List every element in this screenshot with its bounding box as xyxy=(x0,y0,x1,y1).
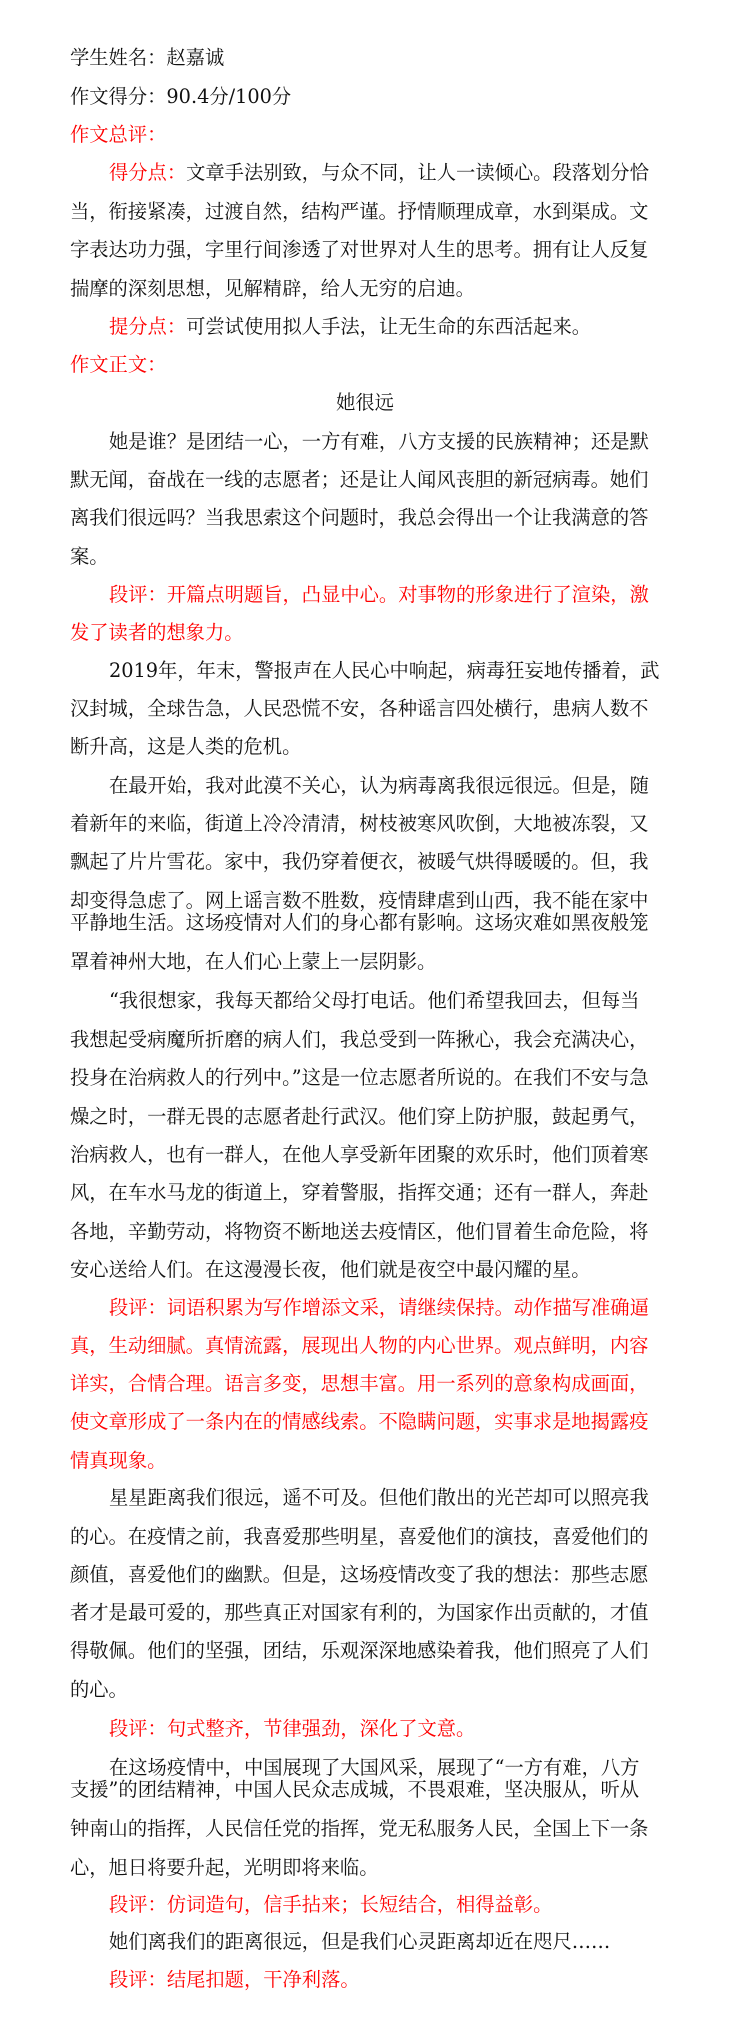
essay-text-line: 平静地生活。这场疫情对人们的身心都有影响。这场灾难如黑夜般笼 xyxy=(70,911,649,934)
strengths-line-3: 字表达功力强，字里行间渗透了对世界对人生的思考。拥有让人反复 xyxy=(70,238,649,261)
essay-text-line: 钟南山的指挥，人民信任党的指挥，党无私服务人民，全国上下一条 xyxy=(70,1817,649,1840)
essay-text-line: 她是谁？是团结一心，一方有难，八方支援的民族精神；还是默 xyxy=(109,430,649,453)
improve-text: 可尝试使用拟人手法，让无生命的东西活起来。 xyxy=(186,315,592,338)
essay-text-line: 我想起受病魔所折磨的病人们，我总受到一阵揪心，我会充满决心， xyxy=(70,1028,649,1051)
essay-text-line: 2019年，年末，警报声在人民心中响起，病毒狂妄地传播着，武 xyxy=(109,659,660,682)
essay-text-line: 颜值，喜爱他们的幽默。但是，这场疫情改变了我的想法：那些志愿 xyxy=(70,1563,649,1586)
essay-text-line: 支援”的团结精神，中国人民众志成城，不畏艰难，坚决服从，听从 xyxy=(70,1778,640,1801)
student-name-row xyxy=(70,46,670,70)
essay-text-line: 的心。 xyxy=(70,1678,128,1701)
essay-text-line: 在最开始，我对此漠不关心，认为病毒离我很远很远。但是，随 xyxy=(109,774,649,797)
essay-text-line: 案。 xyxy=(70,545,109,568)
strengths-line-1 xyxy=(109,161,709,185)
essay-text-line: 飘起了片片雪花。家中，我仍穿着便衣，被暖气烘得暖暖的。但，我 xyxy=(70,850,649,873)
strengths-line-4: 揣摩的深刻思想，见解精辟，给人无穷的启迪。 xyxy=(70,277,475,300)
paragraph-comment-line: 情真现象。 xyxy=(70,1449,167,1472)
paragraph-comment-line: 段评：结尾扣题，干净利落。 xyxy=(109,1968,360,1991)
essay-title: 她很远 xyxy=(336,391,394,414)
essay-text-line: 治病救人，也有一群人，在他人享受新年团聚的欢乐时，他们顶着寒 xyxy=(70,1143,649,1166)
paragraph-comment-line: 段评：词语积累为写作增添文采，请继续保持。动作描写准确逼 xyxy=(109,1296,649,1319)
essay-text-line: 安心送给人们。在这漫漫长夜，他们就是夜空中最闪耀的星。 xyxy=(70,1258,591,1281)
paragraph-comment-line: 段评：仿词造句，信手拈来；长短结合，相得益彰。 xyxy=(109,1893,553,1916)
improve-line xyxy=(109,315,709,339)
essay-text-line: 风，在车水马龙的街道上，穿着警服，指挥交通；还有一群人，奔赴 xyxy=(70,1181,649,1204)
improve-label: 提分点： xyxy=(109,315,187,338)
score-label: 作文得分： xyxy=(70,85,167,108)
score-value: 90.4分/100分 xyxy=(166,85,292,108)
essay-text-line: 着新年的来临，街道上冷冷清清，树枝被寒风吹倒，大地被冻裂，又 xyxy=(70,812,649,835)
paragraph-comment-line: 使文章形成了一条内在的情感线索。不隐瞒问题，实事求是地揭露疫 xyxy=(70,1410,649,1433)
student-name: 赵嘉诚 xyxy=(166,46,225,69)
strengths-text: 文章手法别致，与众不同，让人一读倾心。段落划分恰 xyxy=(186,161,649,184)
essay-text-line: 却变得急虑了。网上谣言数不胜数，疫情肆虐到山西，我不能在家中 xyxy=(70,889,649,912)
score-row xyxy=(70,85,670,109)
essay-text-line: 在这场疫情中，中国展现了大国风采，展现了“一方有难，八方 xyxy=(109,1756,640,1779)
essay-text-line: 心，旭日将要升起，光明即将来临。 xyxy=(70,1856,379,1879)
essay-text-line: 投身在治病救人的行列中。”这是一位志愿者所说的。在我们不安与急 xyxy=(70,1066,649,1089)
essay-body-heading: 作文正文： xyxy=(70,353,167,376)
essay-text-line: 她们离我们的距离很远，但是我们心灵距离却近在咫尺…… xyxy=(109,1930,611,1953)
strengths-label: 得分点： xyxy=(109,161,187,184)
paragraph-comment-line: 段评：句式整齐，节律强劲，深化了文意。 xyxy=(109,1717,476,1740)
paragraph-comment-line: 段评：开篇点明题旨，凸显中心。对事物的形象进行了渲染，激 xyxy=(109,583,649,606)
essay-text-line: 罩着神州大地，在人们心上蒙上一层阴影。 xyxy=(70,950,437,973)
essay-text-line: 星星距离我们很远，遥不可及。但他们散出的光芒却可以照亮我 xyxy=(109,1486,649,1509)
essay-text-line: 各地，辛勤劳动，将物资不断地送去疫情区，他们冒着生命危险，将 xyxy=(70,1220,649,1243)
essay-text-line: 得敬佩。他们的坚强，团结，乐观深深地感染着我，他们照亮了人们 xyxy=(70,1639,649,1662)
essay-text-line: 离我们很远吗？当我思索这个问题时，我总会得出一个让我满意的答 xyxy=(70,506,649,529)
essay-text-line: “我很想家，我每天都给父母打电话。他们希望我回去，但每当 xyxy=(109,989,640,1012)
paragraph-comment-line: 发了读者的想象力。 xyxy=(70,621,244,644)
paragraph-comment-line: 详实，合情合理。语言多变，思想丰富。用一系列的意象构成画面， xyxy=(70,1372,649,1395)
essay-text-line: 默无闻，奋战在一线的志愿者；还是让人闻风丧胆的新冠病毒。她们 xyxy=(70,468,649,491)
overall-comment-heading: 作文总评： xyxy=(70,123,167,146)
paragraph-comment-line: 真，生动细腻。真情流露，展现出人物的内心世界。观点鲜明，内容 xyxy=(70,1334,649,1357)
strengths-line-2: 当，衔接紧凑，过渡自然，结构严谨。抒情顺理成章，水到渠成。文 xyxy=(70,200,649,223)
essay-text-line: 者才是最可爱的，那些真正对国家有利的，为国家作出贡献的，才值 xyxy=(70,1601,649,1624)
student-name-label: 学生姓名： xyxy=(70,46,167,69)
essay-text-line: 的心。在疫情之前，我喜爱那些明星，喜爱他们的演技，喜爱他们的 xyxy=(70,1525,649,1548)
essay-text-line: 断升高，这是人类的危机。 xyxy=(70,735,302,758)
essay-text-line: 燥之时，一群无畏的志愿者赴行武汉。他们穿上防护服，鼓起勇气， xyxy=(70,1105,649,1128)
essay-text-line: 汉封城，全球告急，人民恐慌不安，各种谣言四处横行，患病人数不 xyxy=(70,697,649,720)
